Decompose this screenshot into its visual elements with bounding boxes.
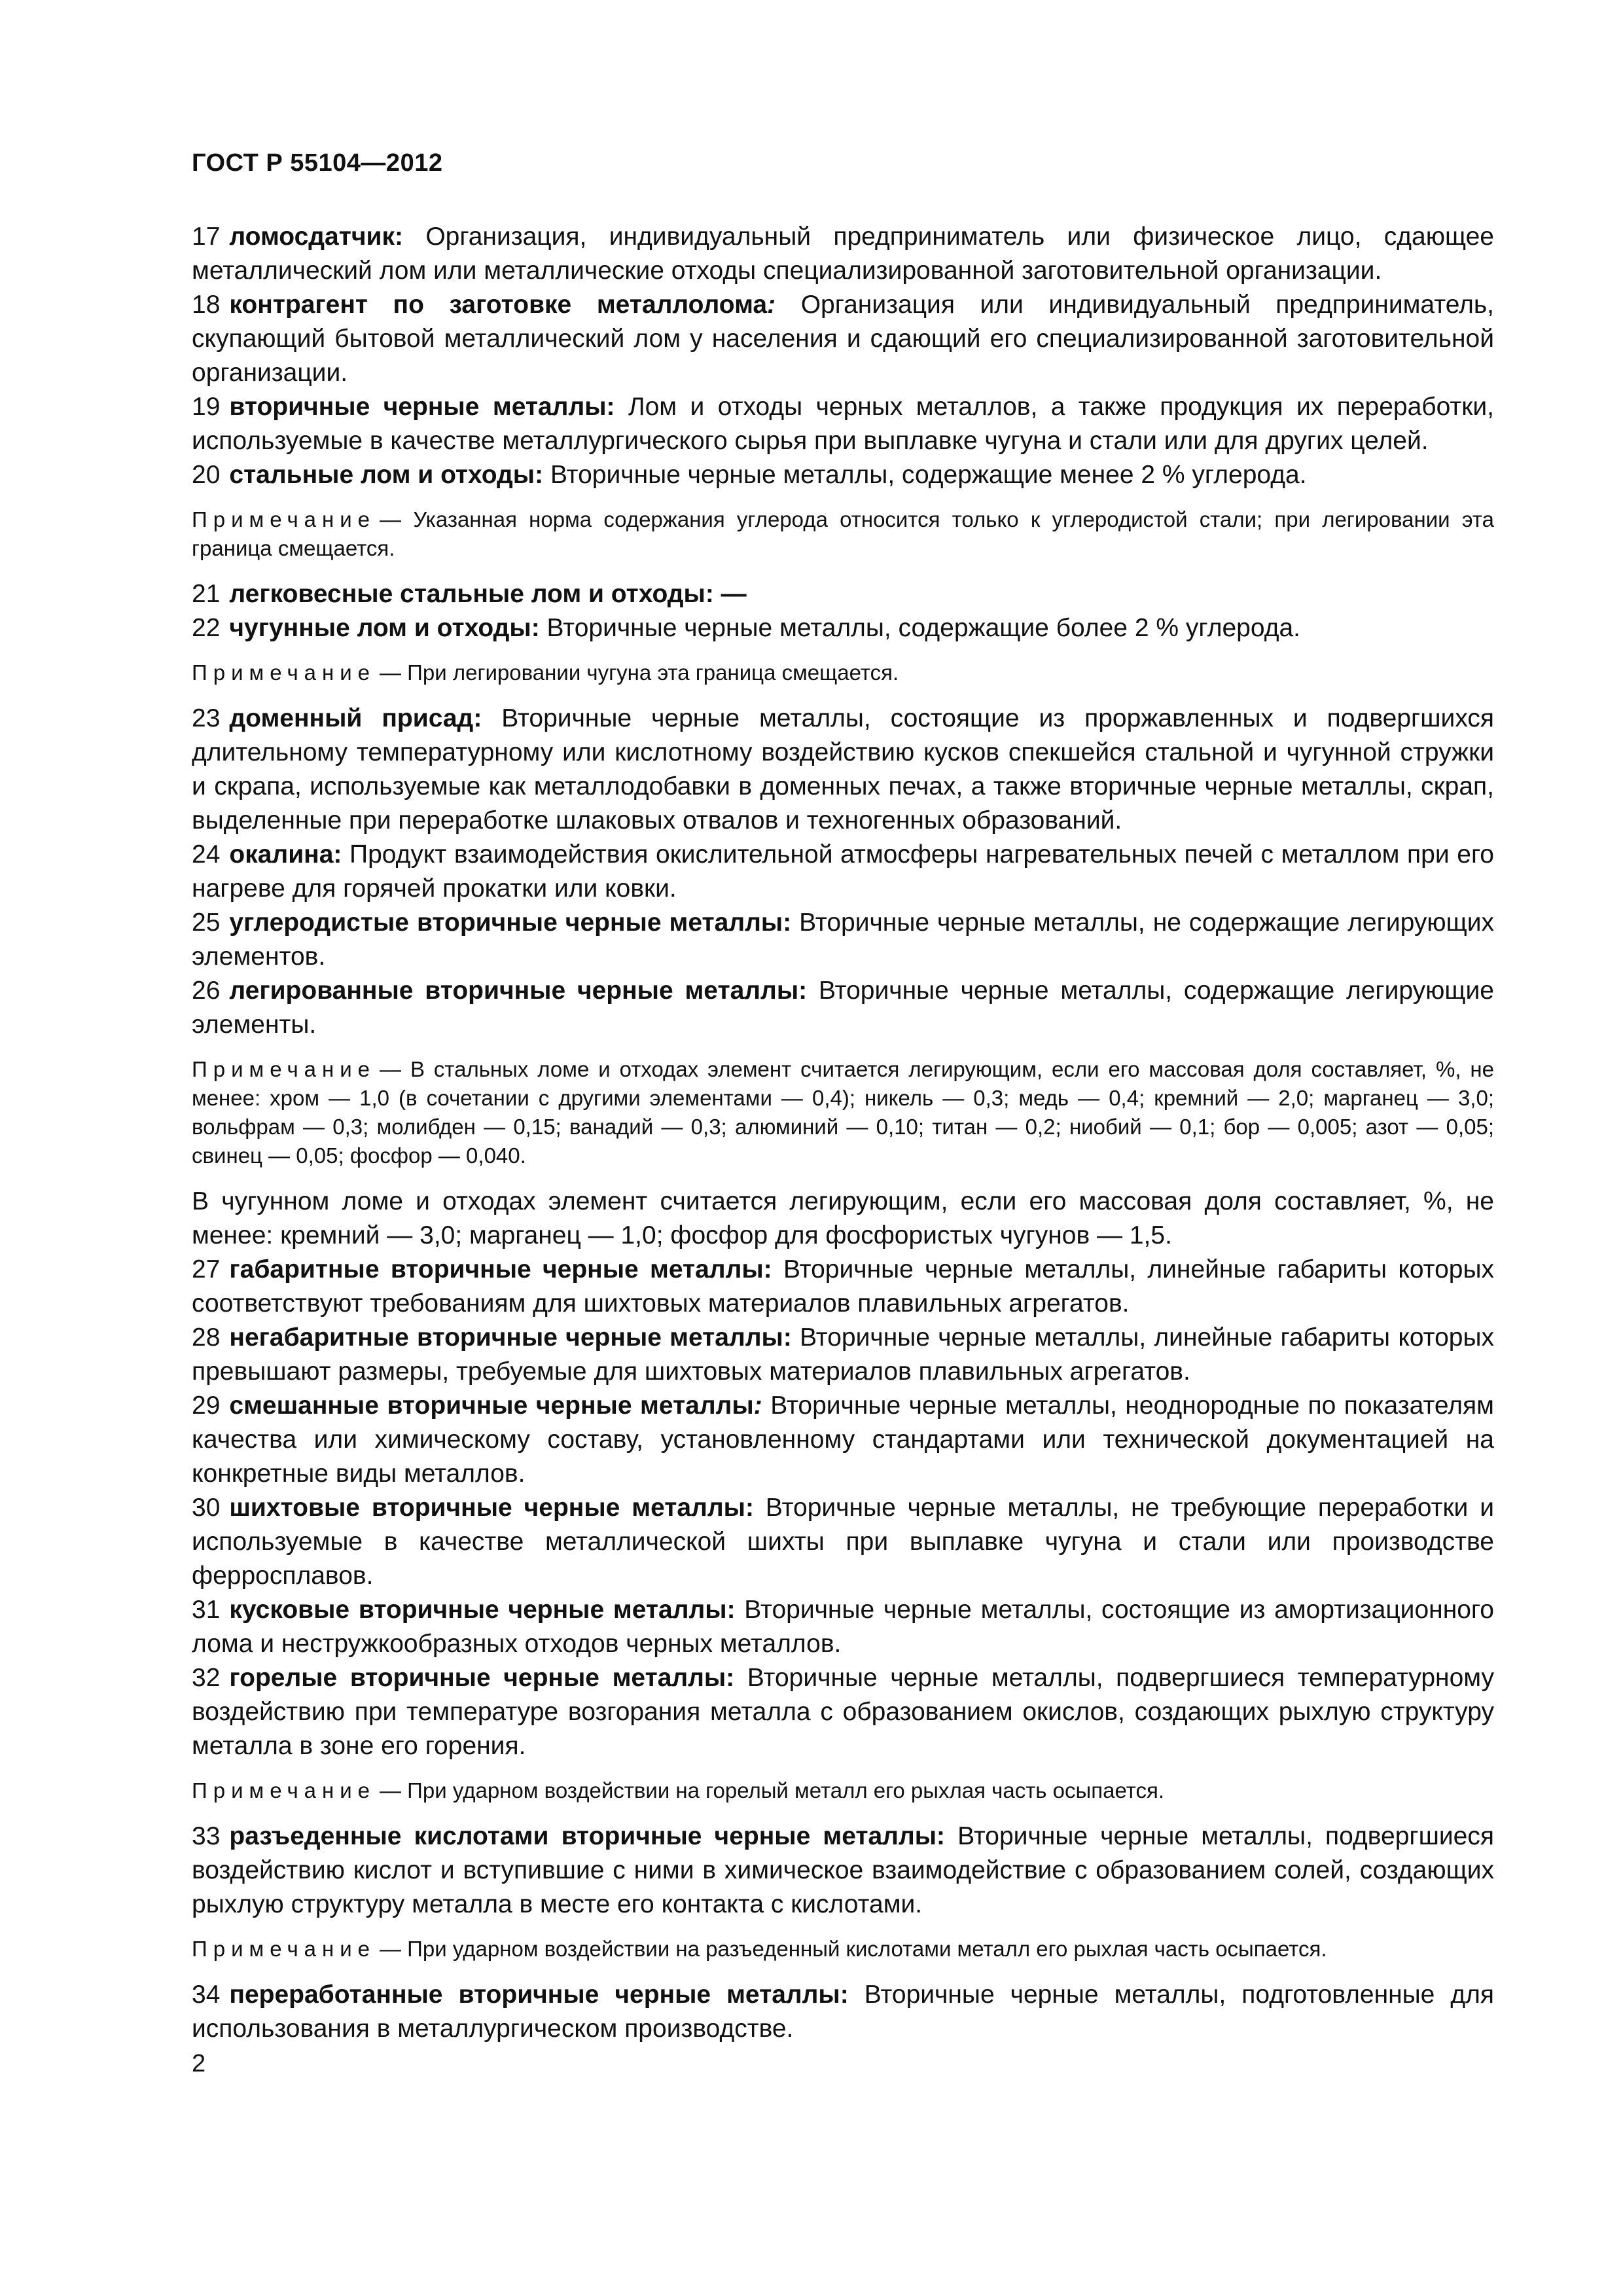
term-colon: :	[531, 614, 540, 642]
document-header-title: ГОСТ Р 55104—2012	[192, 149, 443, 177]
document-body	[192, 220, 1494, 2046]
term-entry-17	[192, 220, 1494, 288]
term-entry-31	[192, 1593, 1494, 1661]
term-name: кусковые вторичные черные металлы	[229, 1596, 727, 1624]
term-entry-26	[192, 974, 1494, 1042]
note-text: — При легировании чугуна эта граница смещается.	[380, 660, 899, 685]
note-label: Примечание	[192, 1778, 376, 1803]
term-name: шихтовые вторичные черные металлы	[229, 1494, 745, 1522]
term-number: 25	[192, 908, 221, 937]
term-entry-34	[192, 1978, 1494, 2046]
term-number: 29	[192, 1391, 221, 1420]
term-definition: Вторичные черные металлы, подготовленные для использования в металлургическом производстве.	[192, 1981, 1495, 2043]
term-colon: :	[936, 1822, 946, 1850]
term-number: 34	[192, 1981, 221, 2009]
term-definition: Вторичные черные металлы, не требующие переработки и используемые в качестве металлической шихты при выплавке чугуна и стали или производстве ферросплавов.	[192, 1494, 1494, 1590]
note	[192, 658, 1494, 687]
term-entry-30	[192, 1491, 1494, 1593]
note	[192, 1776, 1494, 1805]
term-colon: :	[753, 1391, 762, 1420]
note	[192, 1055, 1494, 1170]
note-text: — При ударном воздействии на горелый металл его рыхлая часть осыпается.	[380, 1778, 1165, 1803]
term-number: 18	[192, 291, 221, 319]
term-definition: Вторичные черные металлы, не содержащие легирующих элементов.	[192, 908, 1494, 971]
term-name: смешанные вторичные черные металлы	[229, 1391, 754, 1420]
note-text: — При ударном воздействии на разъеденный кислотами металл его рыхлая часть осыпается.	[380, 1937, 1327, 1961]
term-colon: :	[763, 1255, 772, 1283]
term-name: легированные вторичные черные металлы	[229, 977, 799, 1005]
term-definition: Продукт взаимодействия окислительной атмосферы нагревательных печей с металлом при его нагреве для горячей прокатки или ковки.	[192, 840, 1494, 903]
term-colon: :	[333, 840, 342, 869]
term-number: 24	[192, 840, 221, 869]
note-label: Примечание	[192, 1057, 376, 1081]
term-entry-23	[192, 702, 1494, 838]
term-name: переработанные вторичные черные металлы	[229, 1981, 840, 2009]
term-definition: Вторичные черные металлы, линейные габариты которых соответствуют требованиям для шихтовых материалов плавильных агрегатов.	[192, 1255, 1494, 1318]
term-number: 27	[192, 1255, 221, 1283]
term-definition: Вторичные черные металлы, подвергшиеся воздействию кислот и вступившие с ними в химическое взаимодействие с образованием солей, создающих рыхлую структуру металла в месте его контакта с кислотами.	[192, 1822, 1494, 1918]
term-entry-32	[192, 1661, 1494, 1763]
term-name: углеродистые вторичные черные металлы	[229, 908, 783, 937]
term-name: контрагент по заготовке металлолома	[229, 291, 768, 319]
term-colon: :	[606, 393, 615, 421]
term-name: горелые вторичные черные металлы	[229, 1664, 726, 1692]
term-entry-20	[192, 458, 1494, 492]
page-number: 2	[192, 2050, 206, 2077]
term-name: ломосдатчик	[229, 223, 395, 251]
term-colon: :	[535, 461, 544, 489]
term-definition: Вторичные черные металлы, содержащие легирующие элементы.	[192, 977, 1494, 1039]
term-definition: Организация или индивидуальный предприниматель, скупающий бытовой металлический лом у населения и сдающий его специализированной заготовительной организации.	[192, 291, 1494, 387]
note	[192, 505, 1494, 563]
note	[192, 1935, 1494, 1964]
term-name: стальные лом и отходы	[229, 461, 535, 489]
term-number: 23	[192, 704, 221, 732]
term-name: негабаритные вторичные черные металлы	[229, 1323, 783, 1352]
term-number: 19	[192, 393, 221, 421]
term-colon: :	[394, 223, 403, 251]
term-entry-19	[192, 390, 1494, 458]
term-definition: Вторичные черные металлы, линейные габариты которых превышают размеры, требуемые для шихтовых материалов плавильных агрегатов.	[192, 1323, 1494, 1386]
term-number: 32	[192, 1664, 221, 1692]
term-name: окалина	[229, 840, 334, 869]
term-entry-24	[192, 838, 1494, 906]
term-name: разъеденные кислотами вторичные черные металлы	[229, 1822, 937, 1850]
term-definition: Вторичные черные металлы, содержащие более 2 % углерода.	[539, 614, 1300, 642]
term-colon: :	[783, 908, 792, 937]
term-name: вторичные черные металлы	[229, 393, 607, 421]
note-label: Примечание	[192, 660, 376, 685]
term-number: 21	[192, 580, 221, 608]
term-colon: :	[767, 291, 776, 319]
term-number: 30	[192, 1494, 221, 1522]
term-definition: Организация, индивидуальный предприниматель или физическое лицо, сдающее металлический лом или металлические отходы специализированной заготовительной организации.	[192, 223, 1494, 285]
term-definition: Вторичные черные металлы, состоящие из проржавленных и подвергшихся длительному температурному или кислотному воздействию кусков спекшейся стальной и чугунной стружки и скрапа, используемые как металлодобавки в доменных печах, а также вторичные черные металлы, скрап, выделенные при переработке шлаковых отвалов и техногенных образований.	[192, 704, 1494, 834]
paragraph: В чугунном ломе и отходах элемент считается легирующим, если его массовая доля составляет, %, не менее: кремний — 3,0; марганец — 1,0; фосфор для фосфористых чугунов — 1,5.	[192, 1187, 1494, 1249]
term-colon: :	[745, 1494, 754, 1522]
term-number: 33	[192, 1822, 221, 1850]
term-entry-18	[192, 288, 1494, 390]
term-number: 20	[192, 461, 221, 489]
term-definition: Вторичные черные металлы, неоднородные по показателям качества или химическому составу, установленному стандартами или технической документацией на конкретные виды металлов.	[192, 1391, 1494, 1488]
note-text: — В стальных ломе и отходах элемент считается легирующим, если его массовая доля составляет, %, не менее: хром — 1,0 (в сочетании с другими элементами — 0,4); никель — 0,3; медь — 0,4; кремний — 2,0; марганец — 3,0; вольфрам — 0,3; молибден — 0,15; ванадий — 0,3; алюминий — 0,10; титан — 0,2; ниобий — 0,1; бор — 0,005; азот — 0,05; свинец — 0,05; фосфор — 0,040.	[192, 1057, 1494, 1168]
term-number: 26	[192, 977, 221, 1005]
term-colon: :	[783, 1323, 792, 1352]
term-colon: : —	[705, 580, 747, 608]
term-definition: Вторичные черные металлы, содержащие менее 2 % углерода.	[543, 461, 1307, 489]
term-definition: Вторичные черные металлы, подвергшиеся температурному воздействию при температуре возгорания металла с образованием окислов, создающих рыхлую структуру металла в зоне его горения.	[192, 1664, 1495, 1760]
term-colon: :	[473, 704, 482, 732]
term-name: чугунные лом и отходы	[229, 614, 531, 642]
term-number: 31	[192, 1596, 221, 1624]
term-entry-27	[192, 1253, 1494, 1321]
term-colon: :	[726, 1664, 735, 1692]
term-colon: :	[726, 1596, 736, 1624]
term-entry-21	[192, 577, 1494, 611]
term-definition: Вторичные черные металлы, состоящие из амортизационного лома и нестружкообразных отходов черных металлов.	[192, 1596, 1494, 1658]
term-number: 22	[192, 614, 221, 642]
term-name: габаритные вторичные черные металлы	[229, 1255, 764, 1283]
note-label: Примечание	[192, 507, 376, 531]
term-entry-33	[192, 1820, 1494, 1922]
term-entry-22	[192, 611, 1494, 645]
term-number: 28	[192, 1323, 221, 1352]
term-entry-29	[192, 1389, 1494, 1491]
term-name: доменный присад	[229, 704, 474, 732]
term-name: легковесные стальные лом и отходы	[229, 580, 705, 608]
term-entry-25	[192, 906, 1494, 974]
note-text: — Указанная норма содержания углерода относится только к углеродистой стали; при легировании эта граница смещается.	[192, 507, 1494, 560]
term-definition: Лом и отходы черных металлов, а также продукция их переработки, используемые в качестве металлургического сырья при выплавке чугуна и стали или для других целей.	[192, 393, 1494, 455]
term-colon: :	[840, 1981, 849, 2009]
term-colon: :	[798, 977, 808, 1005]
note-label: Примечание	[192, 1937, 376, 1961]
term-number: 17	[192, 223, 221, 251]
term-entry-28	[192, 1321, 1494, 1389]
